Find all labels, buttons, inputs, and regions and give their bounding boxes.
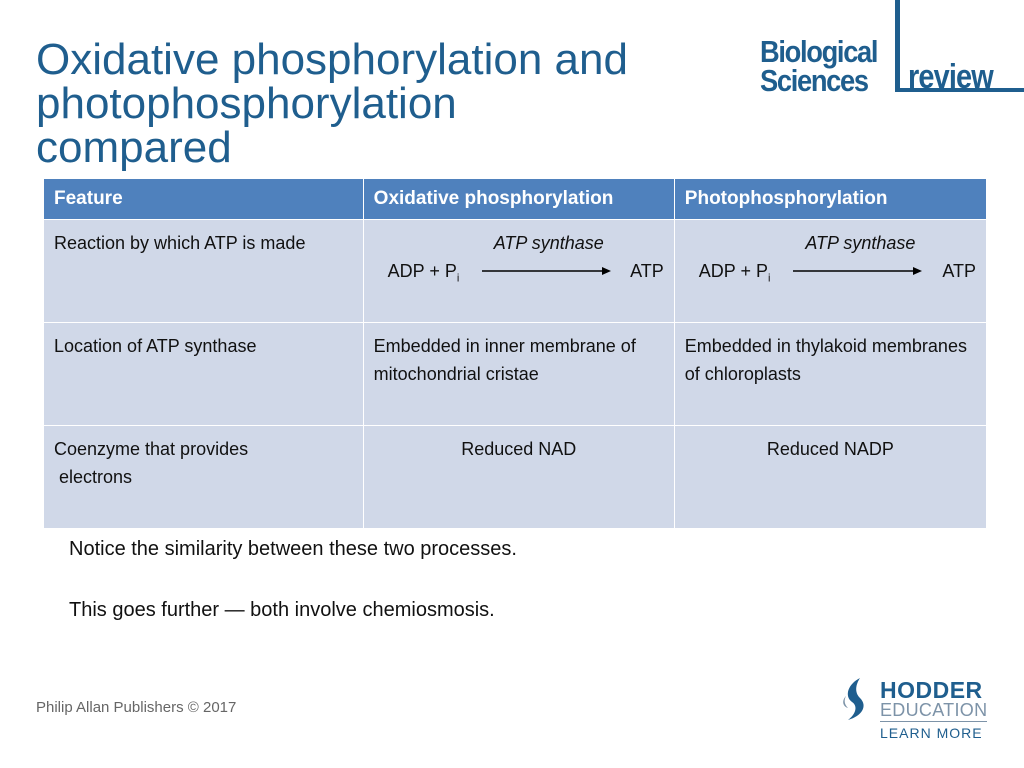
cell-feature-coenzyme xyxy=(44,426,364,529)
slide-title-line-1: Oxidative phosphorylation and xyxy=(36,35,628,84)
cell-photo-reaction xyxy=(674,220,986,323)
hodder-division: EDUCATION xyxy=(880,700,988,720)
header-oxidative: Oxidative phosphorylation xyxy=(363,179,674,220)
feature-line-2: electrons xyxy=(54,467,133,487)
reaction-arrow-icon xyxy=(482,265,612,277)
reactants-text: ADP + P xyxy=(698,261,769,281)
reactants xyxy=(388,257,460,293)
table-row xyxy=(44,426,987,529)
cell-photo-coenzyme: Reduced NADP xyxy=(674,426,986,529)
logo-word-biological: Biological xyxy=(760,34,878,69)
feature-line-1: Coenzyme that provides xyxy=(54,439,249,459)
header-feature: Feature xyxy=(44,179,364,220)
product: ATP xyxy=(942,261,976,281)
slide-title-line-2: photophosphorylation xyxy=(36,79,457,128)
reaction-equation xyxy=(374,229,664,289)
reaction-arrow-icon xyxy=(793,265,923,277)
cell-oxidative-coenzyme: Reduced NAD xyxy=(363,426,674,529)
enzyme-label: ATP synthase xyxy=(493,233,604,253)
hodder-divider xyxy=(880,721,987,722)
subscript-i: i xyxy=(768,272,771,285)
cell-photo-location: Embedded in thylakoid membranes of chloroplasts xyxy=(674,323,986,426)
reaction-equation xyxy=(685,229,976,289)
cell-oxidative-location: Embedded in inner membrane of mitochondrial cristae xyxy=(363,323,674,426)
note-chemiosmosis: This goes further — both involve chemiosmosis. xyxy=(69,599,495,621)
enzyme-label: ATP synthase xyxy=(805,233,916,253)
product: ATP xyxy=(630,261,664,281)
logo-word-sciences: Sciences xyxy=(760,63,868,98)
cell-oxidative-reaction xyxy=(363,220,674,323)
hodder-swoosh-icon xyxy=(838,676,874,722)
comparison-table xyxy=(43,178,987,529)
hodder-tagline: LEARN MORE xyxy=(880,725,983,741)
subscript-i: i xyxy=(456,272,460,285)
header-photo: Photophosphorylation xyxy=(674,179,986,220)
table-row xyxy=(44,220,987,323)
biological-sciences-review-logo xyxy=(758,0,1024,100)
logo-word-review: review xyxy=(908,58,993,96)
slide-title-line-3: compared xyxy=(36,123,232,172)
note-similarity: Notice the similarity between these two processes. xyxy=(69,538,517,560)
copyright-text: Philip Allan Publishers © 2017 xyxy=(36,699,237,716)
logo-bar-vertical xyxy=(895,0,900,92)
table-row xyxy=(44,323,987,426)
hodder-name: HODDER xyxy=(880,677,983,703)
reactants xyxy=(699,257,771,293)
slide-title xyxy=(36,35,716,172)
hodder-education-logo xyxy=(838,674,1008,744)
cell-feature-location: Location of ATP synthase xyxy=(44,323,364,426)
table-header-row xyxy=(44,179,987,220)
cell-feature-reaction: Reaction by which ATP is made xyxy=(44,220,364,323)
reactants-text: ADP + P xyxy=(387,261,457,281)
